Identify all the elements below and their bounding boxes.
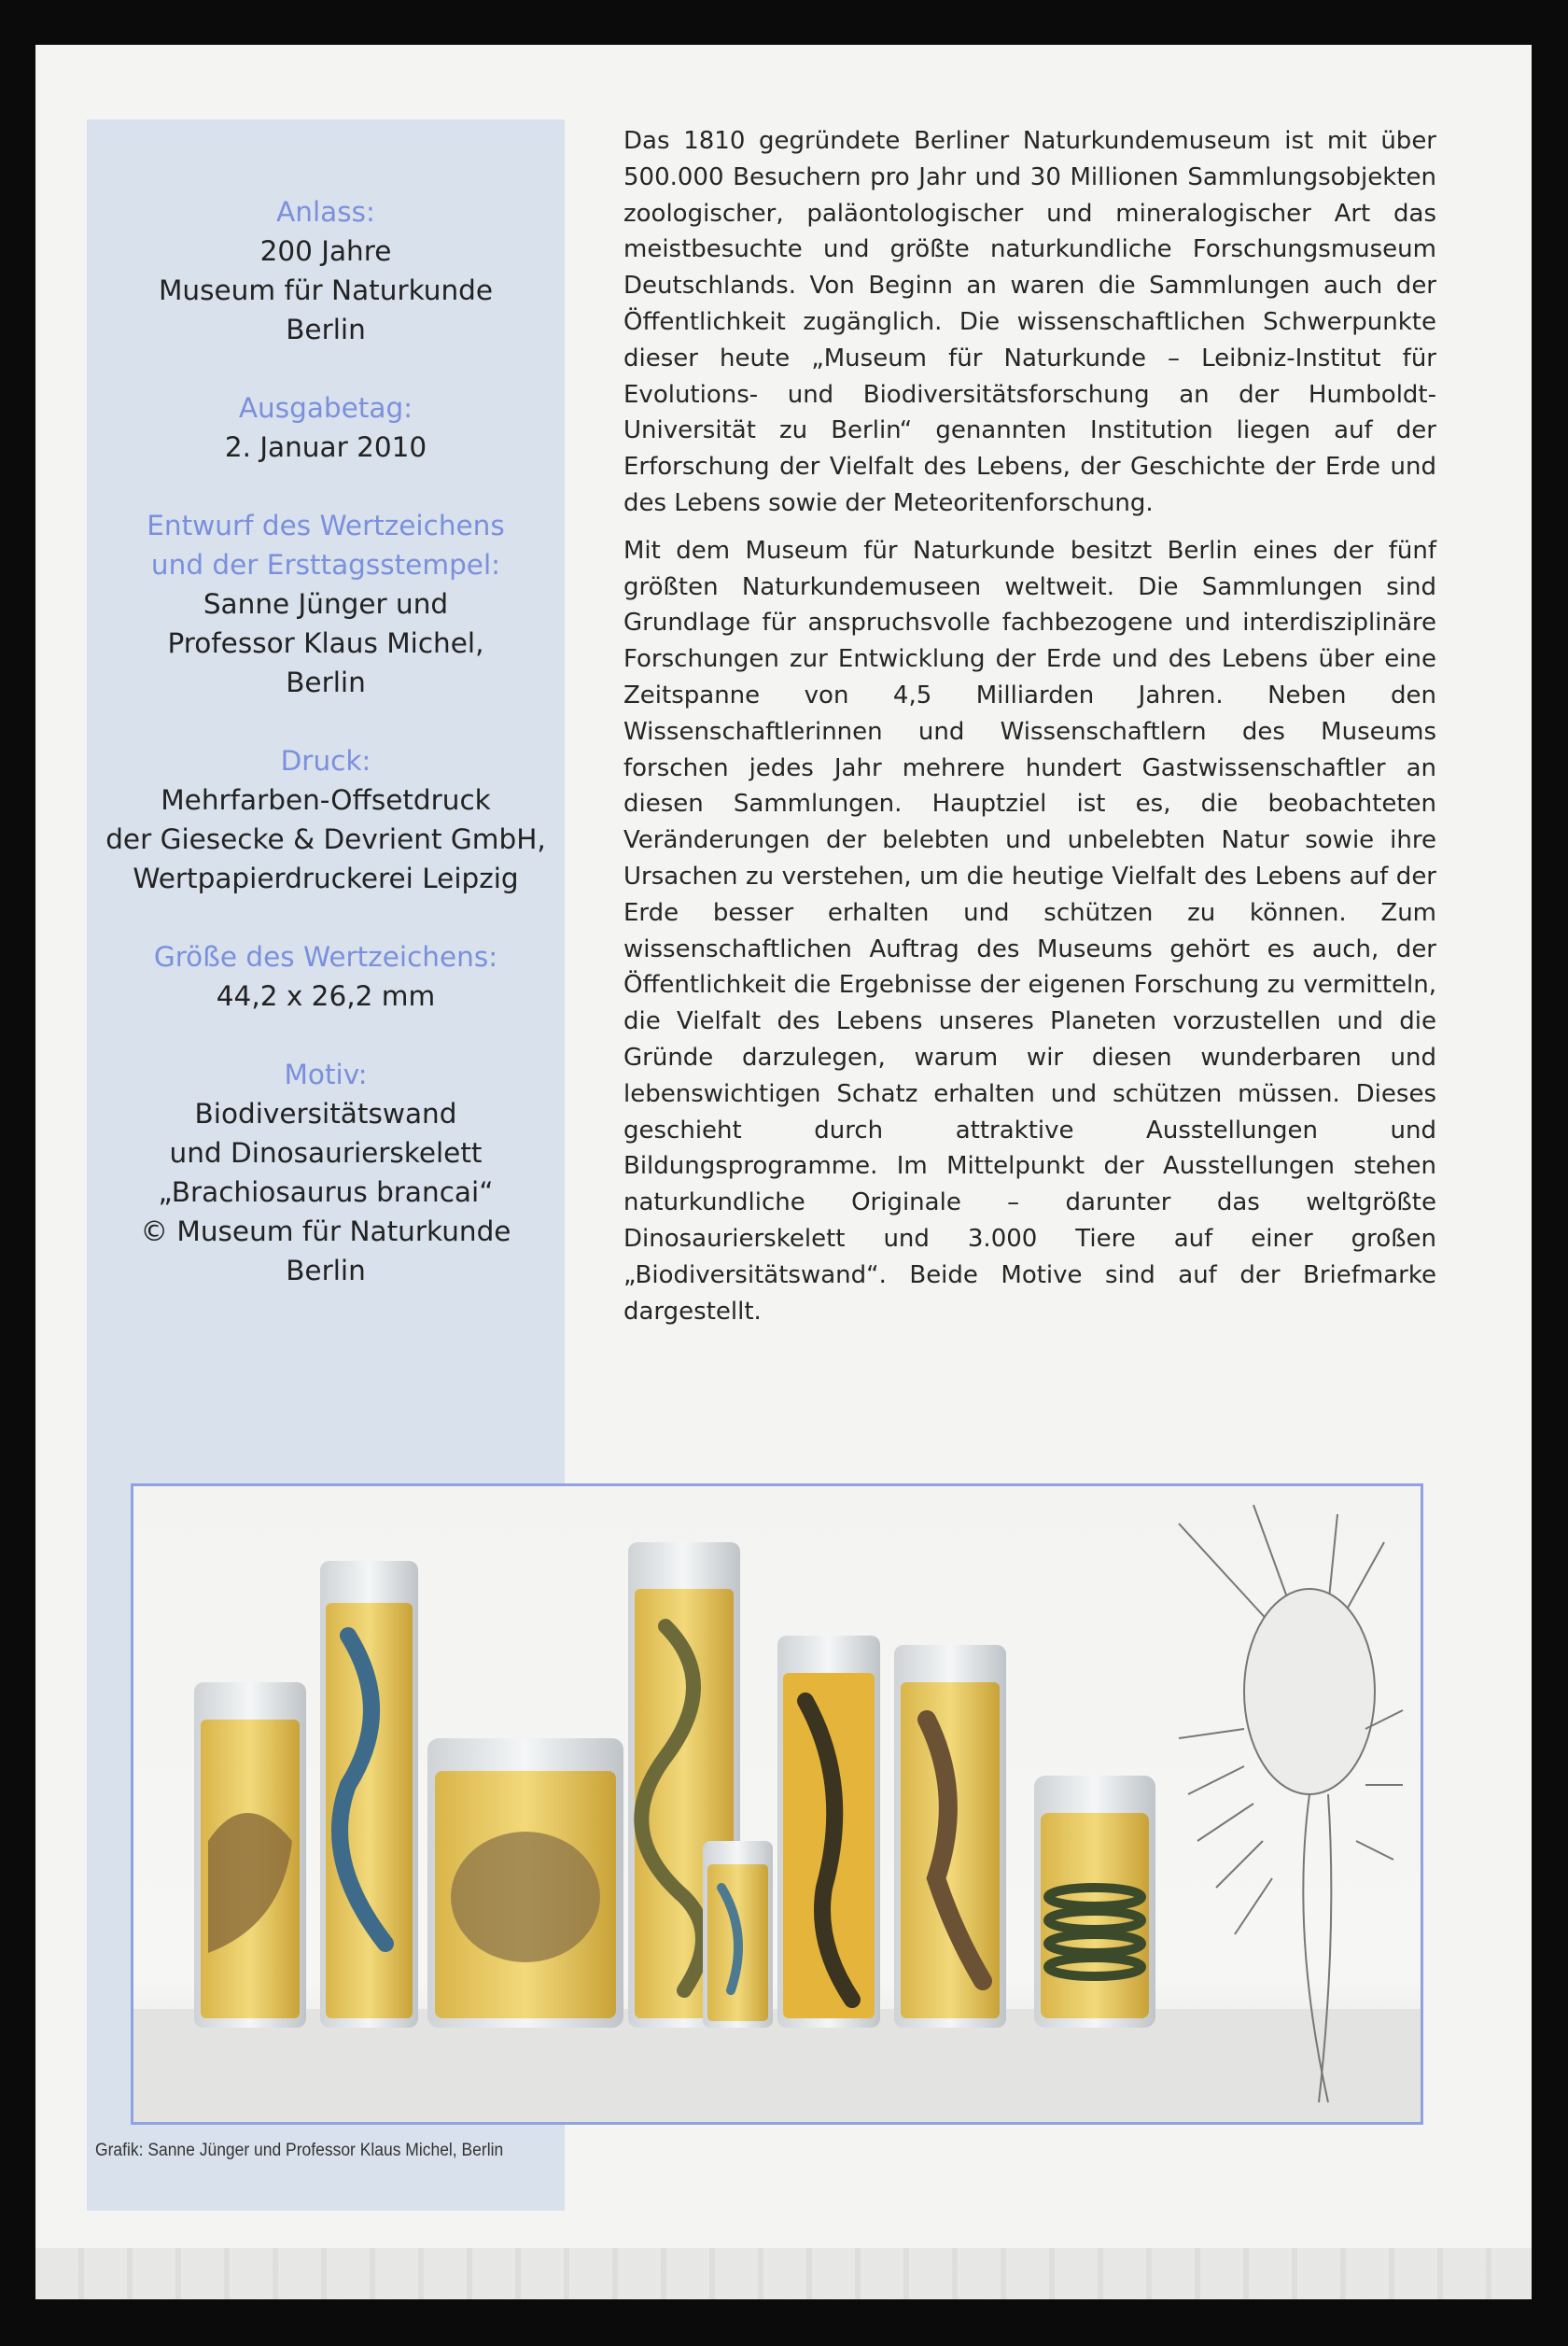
- info-value: und Dinosaurierskelett: [169, 1137, 483, 1169]
- jar-small-lizard: [703, 1841, 773, 2028]
- info-block-ausgabetag: [87, 388, 565, 467]
- article-text: [623, 123, 1436, 1341]
- info-value: „Brachiosaurus brancai“: [158, 1176, 494, 1208]
- issue-info-column: [87, 192, 565, 1329]
- info-label: Druck:: [280, 745, 371, 777]
- article-paragraph: Das 1810 gegründete Berliner Naturkundemuseum ist mit über 500.000 Besuchern pro Jahr und 30 Millionen Sammlungsobjekten zoologischer, paläontologischer und mineralogischer Art das meistbesuchte und größte naturkundliche Forschungsmuseum Deutschlands. Von Beginn an waren die Sammlungen auch der Öffentlichkeit zugänglich. Die wissenschaftlichen Schwerpunkte dieser heute „Museum für Naturkunde – Leibniz-Institut für Evolutions- und Biodiversitätsforschung an der Humboldt-Universität zu Berlin“ genannten Institution liegen auf der Erforschung der Vielfalt des Lebens, der Geschichte der Erde und des Lebens sowie der Meteoritenforschung.: [623, 127, 1436, 517]
- info-block-anlass: [87, 192, 565, 349]
- stamp-perforation-edge: [35, 2248, 1532, 2299]
- image-credit-caption: Grafik: Sanne Jünger und Professor Klaus Michel, Berlin: [95, 2141, 504, 2160]
- jar-monitor-lizard: [777, 1636, 880, 2028]
- info-value: © Museum für Naturkunde: [140, 1215, 511, 1247]
- info-value: Berlin: [286, 314, 366, 345]
- info-value: Berlin: [286, 1255, 366, 1286]
- info-value: Mehrfarben-Offsetdruck: [161, 784, 491, 816]
- info-label: Entwurf des Wertzeichens: [147, 510, 505, 541]
- info-block-groesse: [87, 937, 565, 1016]
- jar-crocodile: [894, 1645, 1006, 2028]
- info-block-motiv: [87, 1055, 565, 1290]
- jar-toads: [427, 1738, 623, 2028]
- info-value: Sanne Jünger und: [203, 588, 449, 620]
- info-label: Größe des Wertzeichens:: [153, 941, 498, 973]
- info-value: Wertpapierdruckerei Leipzig: [133, 863, 519, 894]
- info-value: der Giesecke & Devrient GmbH,: [105, 823, 546, 855]
- jar-coiled-snake: [1034, 1776, 1155, 2028]
- article-paragraph: Mit dem Museum für Naturkunde besitzt Berlin eines der fünf größten Naturkundemuseen weltweit. Die Sammlungen sind Grundlage für anspruchsvolle fachbezogene und interdisziplinäre Forschungen zur Entwicklung der Erde und des Lebens über eine Zeitspanne von 4,5 Milliarden Jahren. Neben den Wissenschaftlerinnen und Wissenschaftlern des Museums forschen jedes Jahr mehrere hundert Gastwissenschaftler an diesen Sammlungen. Hauptziel ist es, die beobachteten Veränderungen der belebten und unbelebten Natur sowie ihre Ursachen zu verstehen, um die heutige Vielfalt des Lebens auf der Erde besser erhalten und schützen zu können. Zum wissenschaftlichen Auftrag des Museums gehört es auch, der Öffentlichkeit die Ergebnisse der eigenen Forschung zu vermitteln, die Vielfalt des Lebens unseres Planeten vorzustellen und die Gründe darzulegen, warum wir diesen wunderbaren und lebenswichtigen Schatz erhalten und schützen müssen. Dieses geschieht durch attraktive Ausstellungen und Bildungsprogramme. Im Mittelpunkt der Ausstellungen stehen naturkundliche Originale – darunter das weltgrößte Dinosaurierskelett und 3.000 Tiere auf einer großen „Biodiversitätswand“. Beide Motive sind auf der Briefmarke dargestellt.: [623, 536, 1436, 1326]
- info-block-entwurf: [87, 506, 565, 702]
- specimen-jars-illustration: [131, 1483, 1423, 2125]
- info-value: 2. Januar 2010: [224, 431, 427, 463]
- specimen-jars-artwork: [133, 1486, 1421, 2122]
- document-page: [35, 45, 1532, 2299]
- info-value: 200 Jahre: [259, 235, 392, 267]
- info-label: Anlass:: [276, 196, 375, 228]
- info-label: und der Ersttagsstempel:: [150, 549, 501, 581]
- info-block-druck: [87, 741, 565, 898]
- jar-frogs: [194, 1682, 306, 2028]
- info-label: Motiv:: [284, 1059, 368, 1090]
- info-value: Biodiversitätswand: [194, 1098, 457, 1130]
- info-value: 44,2 x 26,2 mm: [216, 980, 436, 1012]
- jar-lizard-tall: [320, 1561, 418, 2028]
- info-value: Professor Klaus Michel,: [167, 627, 484, 659]
- info-label: Ausgabetag:: [238, 392, 413, 424]
- info-value: Museum für Naturkunde: [158, 274, 494, 306]
- info-value: Berlin: [286, 667, 366, 698]
